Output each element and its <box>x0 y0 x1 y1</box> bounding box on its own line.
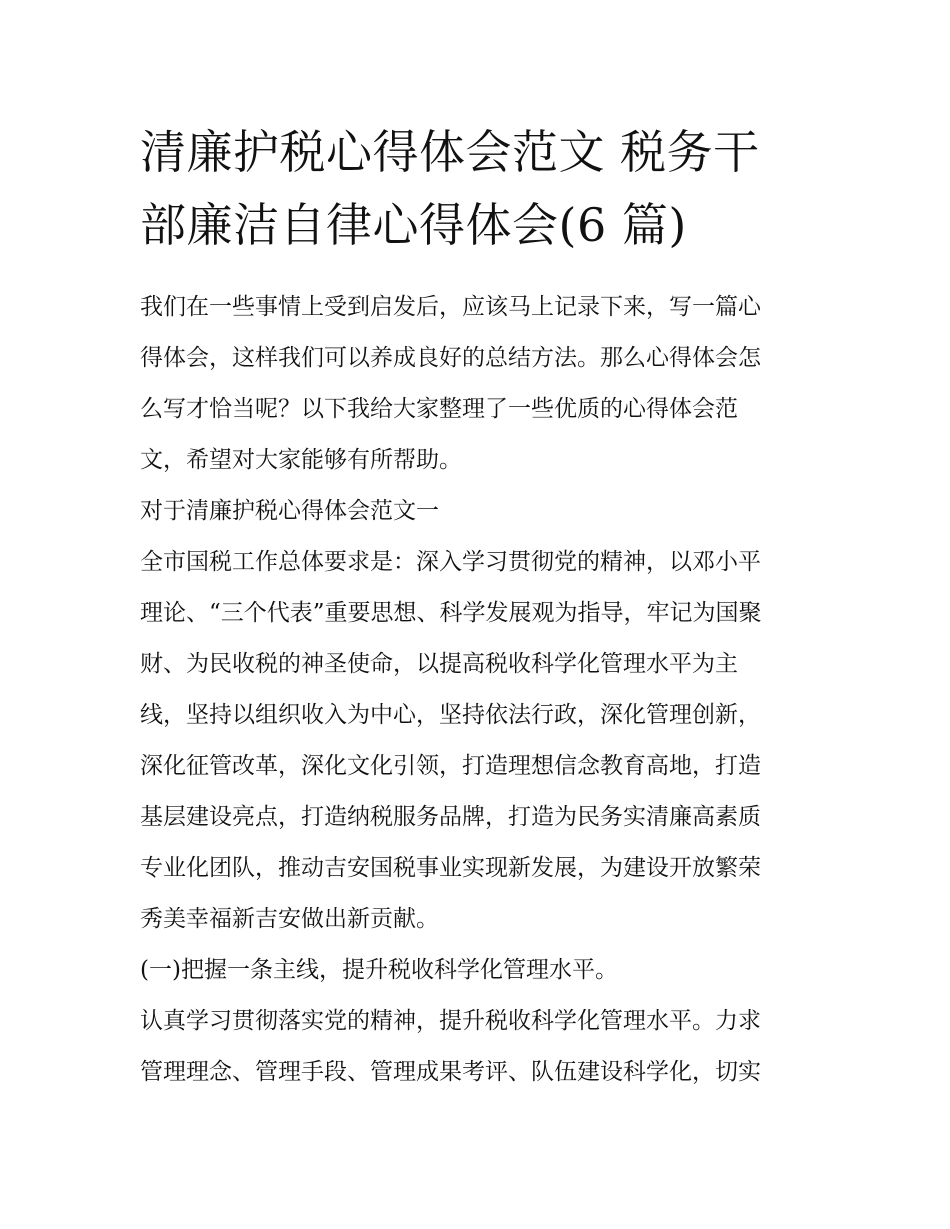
section-heading: 对于清廉护税心得体会范文一 <box>140 498 439 524</box>
title-line: 部廉洁自律心得体会(6 篇) <box>140 198 687 252</box>
paragraph-line: 深化征管改革，深化文化引领，打造理想信念教育高地，打造 <box>140 753 761 779</box>
intro-line: 么写才恰当呢？以下我给大家整理了一些优质的心得体会范 <box>140 396 738 422</box>
document-body <box>140 282 820 1098</box>
intro-line: 得体会，这样我们可以养成良好的总结方法。那么心得体会怎 <box>140 345 761 371</box>
paragraph-line: 全市国税工作总体要求是：深入学习贯彻党的精神，以邓小平 <box>140 549 761 575</box>
subheading: (一)把握一条主线，提升税收科学化管理水平。 <box>140 957 618 983</box>
intro-line: 我们在一些事情上受到启发后，应该马上记录下来，写一篇心 <box>140 294 761 320</box>
paragraph-line: 管理理念、管理手段、管理成果考评、队伍建设科学化，切实 <box>140 1059 761 1085</box>
title-line: 清廉护税心得体会范文 税务干 <box>140 125 760 179</box>
paragraph-line: 秀美幸福新吉安做出新贡献。 <box>140 906 439 932</box>
paragraph-line: 认真学习贯彻落实党的精神，提升税收科学化管理水平。力求 <box>140 1008 761 1034</box>
paragraph-line: 线，坚持以组织收入为中心，坚持依法行政，深化管理创新， <box>140 702 761 728</box>
intro-line: 文，希望对大家能够有所帮助。 <box>140 447 462 473</box>
paragraph-line: 基层建设亮点，打造纳税服务品牌，打造为民务实清廉高素质 <box>140 804 761 830</box>
paragraph-line: 理论、“三个代表”重要思想、科学发展观为指导，牢记为国聚 <box>140 600 762 626</box>
document-title <box>140 116 820 262</box>
paragraph-line: 专业化团队，推动吉安国税事业实现新发展，为建设开放繁荣 <box>140 855 761 881</box>
paragraph-line: 财、为民收税的神圣使命，以提高税收科学化管理水平为主 <box>140 651 738 677</box>
